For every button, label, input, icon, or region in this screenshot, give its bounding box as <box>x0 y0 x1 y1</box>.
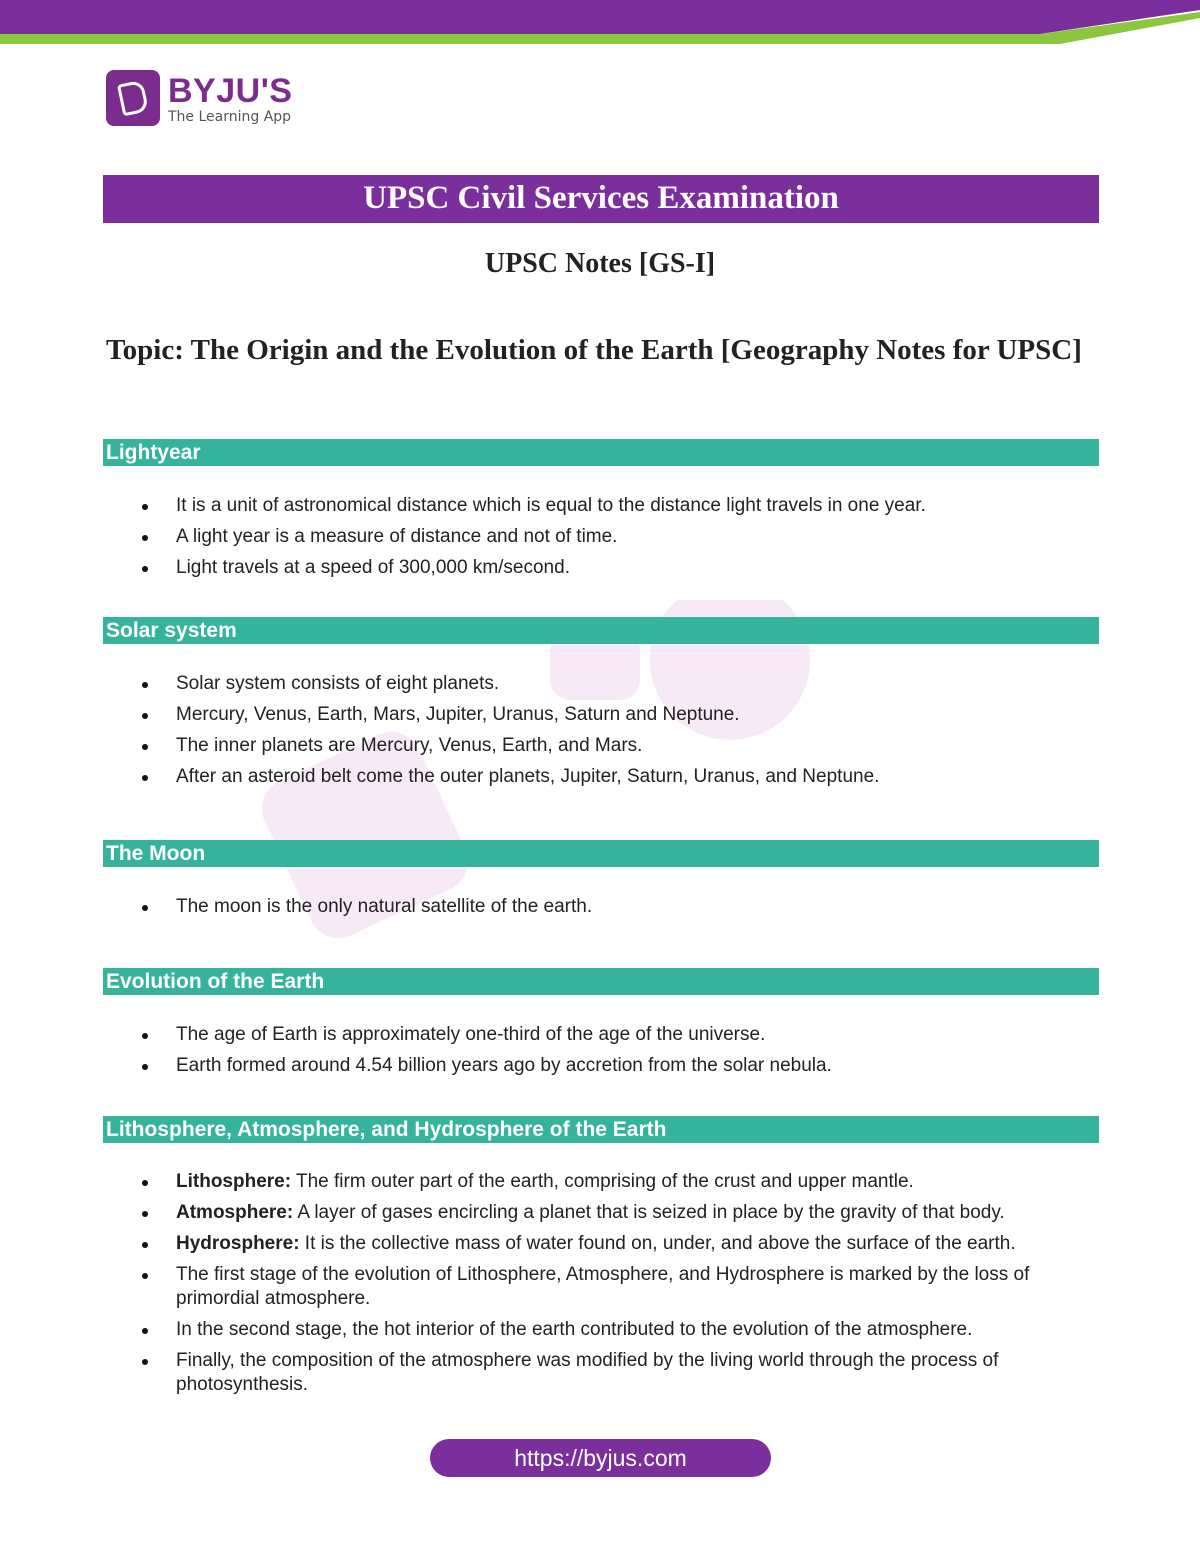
top-decorative-band <box>0 0 1200 46</box>
list-item: Mercury, Venus, Earth, Mars, Jupiter, Uranus, Saturn and Neptune. <box>140 703 1098 727</box>
list-item: A light year is a measure of distance and not of time. <box>140 525 1098 549</box>
list-item <box>140 1170 1098 1194</box>
topic-heading: Topic: The Origin and the Evolution of the Earth [Geography Notes for UPSC] <box>106 334 1082 366</box>
section-header-lightyear: Lightyear <box>103 439 1099 466</box>
definition: It is the collective mass of water found on, under, and above the surface of the earth. <box>299 1233 1016 1254</box>
list-item: The age of Earth is approximately one-third of the age of the universe. <box>140 1023 1098 1047</box>
term-hydrosphere: Hydrosphere: <box>176 1233 300 1254</box>
definition: The firm outer part of the earth, comprising of the crust and upper mantle. <box>291 1171 914 1192</box>
section-header-the-moon: The Moon <box>103 840 1099 867</box>
lightyear-list <box>140 494 1098 587</box>
list-item <box>140 1201 1098 1225</box>
spheres-list <box>140 1170 1098 1404</box>
section-header-spheres: Lithosphere, Atmosphere, and Hydrosphere of the Earth <box>103 1116 1099 1143</box>
notes-subtitle: UPSC Notes [GS-I] <box>484 248 716 279</box>
exam-banner: UPSC Civil Services Examination <box>103 175 1099 223</box>
list-item: In the second stage, the hot interior of the earth contributed to the evolution of the atmosphere. <box>140 1318 1098 1342</box>
logo-name: BYJU'S <box>168 72 293 110</box>
footer-url-link[interactable]: https://byjus.com <box>430 1439 771 1477</box>
solar-system-list <box>140 672 1098 796</box>
logo-mark-icon <box>106 70 160 126</box>
section-header-solar-system: Solar system <box>103 617 1099 644</box>
byjus-logo[interactable] <box>106 70 316 130</box>
list-item: Earth formed around 4.54 billion years ago by accretion from the solar nebula. <box>140 1054 1098 1078</box>
list-item: The first stage of the evolution of Lithosphere, Atmosphere, and Hydrosphere is marked by the loss of primordial atmosphere. <box>140 1263 1098 1311</box>
list-item: Light travels at a speed of 300,000 km/second. <box>140 556 1098 580</box>
logo-tagline: The Learning App <box>168 109 292 125</box>
list-item: After an asteroid belt come the outer planets, Jupiter, Saturn, Uranus, and Neptune. <box>140 765 1098 789</box>
term-lithosphere: Lithosphere: <box>176 1171 292 1192</box>
section-header-evolution: Evolution of the Earth <box>103 968 1099 995</box>
list-item: It is a unit of astronomical distance which is equal to the distance light travels in one year. <box>140 494 1098 518</box>
evolution-list <box>140 1023 1098 1085</box>
list-item: Solar system consists of eight planets. <box>140 672 1098 696</box>
term-atmosphere: Atmosphere: <box>176 1202 294 1223</box>
list-item: The moon is the only natural satellite of the earth. <box>140 895 1098 919</box>
list-item: Finally, the composition of the atmosphere was modified by the living world through the process of photosynthesis. <box>140 1349 1098 1397</box>
list-item <box>140 1232 1098 1256</box>
definition: A layer of gases encircling a planet that is seized in place by the gravity of that body. <box>293 1202 1005 1223</box>
moon-list <box>140 895 1098 926</box>
list-item: The inner planets are Mercury, Venus, Earth, and Mars. <box>140 734 1098 758</box>
